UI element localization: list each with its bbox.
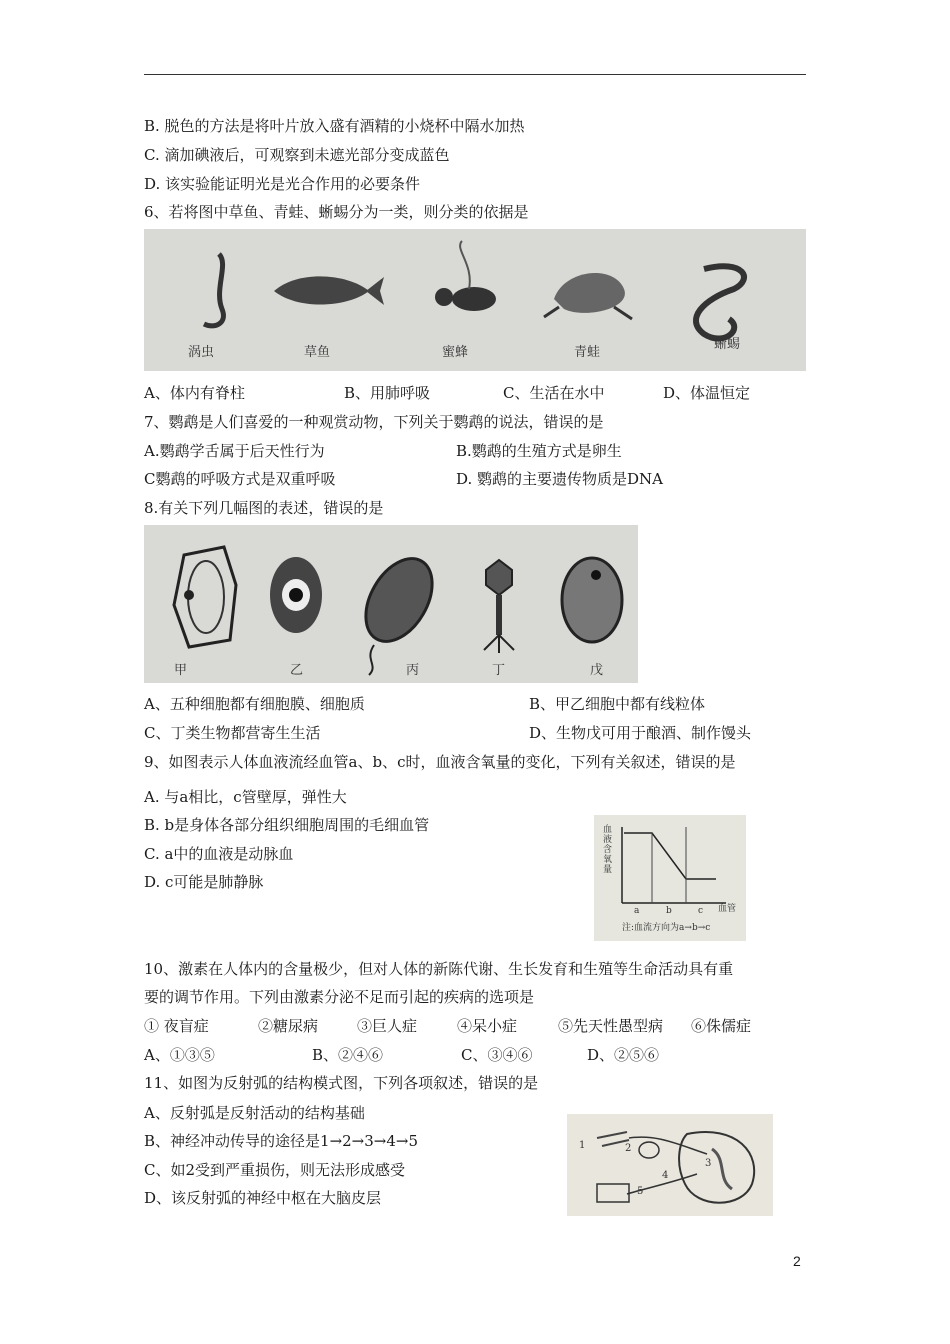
bacterium-icon bbox=[352, 547, 445, 653]
q9-option-a: A. 与a相比，c管壁厚，弹性大 bbox=[144, 788, 347, 806]
lizard-icon bbox=[696, 266, 744, 338]
q8-stem: 8.有关下列几幅图的表述，错误的是 bbox=[144, 499, 384, 517]
q11-option-b: B、神经冲动传导的途径是1→2→3→4→5 bbox=[144, 1132, 419, 1150]
reflex-label-4: 4 bbox=[662, 1170, 669, 1181]
animal-label-fish: 草鱼 bbox=[304, 345, 331, 360]
cells-illustration bbox=[144, 525, 638, 683]
q10-option-a: A、①③⑤ bbox=[144, 1046, 215, 1064]
chart-xlabel: 血管 bbox=[718, 904, 737, 914]
q6-option-b: B、用肺呼吸 bbox=[344, 384, 431, 402]
q11-stem: 11、如图为反射弧的结构模式图，下列各项叙述，错误的是 bbox=[144, 1074, 539, 1092]
q10-stem-1: 10、激素在人体内的含量极少，但对人体的新陈代谢、生长发育和生殖等生命活动具有重 bbox=[144, 960, 734, 978]
q9-option-b: B. b是身体各部分组织细胞周围的毛细血管 bbox=[144, 816, 430, 834]
reflex-label-2: 2 bbox=[625, 1143, 632, 1154]
q10-item-5: ⑤先天性愚型病 bbox=[558, 1017, 664, 1035]
yeast-icon bbox=[562, 558, 622, 642]
reflex-label-3: 3 bbox=[705, 1158, 712, 1169]
virus-icon bbox=[486, 560, 512, 595]
chart-tick-c: c bbox=[698, 906, 704, 916]
q10-item-1: ① 夜盲症 bbox=[144, 1017, 209, 1035]
oxygen-line bbox=[624, 833, 716, 879]
animal-label-frog: 青蛙 bbox=[574, 345, 601, 360]
header-rule bbox=[144, 74, 806, 75]
q5-option-c: C. 滴加碘液后，可观察到未遮光部分变成蓝色 bbox=[144, 146, 450, 164]
chart-tick-b: b bbox=[666, 906, 672, 916]
q11-option-d: D、该反射弧的神经中枢在大脑皮层 bbox=[144, 1189, 382, 1207]
cell-label-jia: 甲 bbox=[174, 663, 188, 678]
q8-option-d: D、生物戊可用于酿酒、制作馒头 bbox=[529, 724, 752, 742]
reflex-label-1: 1 bbox=[579, 1140, 586, 1151]
q6-option-a: A、体内有脊柱 bbox=[144, 384, 245, 402]
cell-label-bing: 丙 bbox=[406, 663, 420, 678]
q7-option-a: A.鹦鹉学舌属于后天性行为 bbox=[144, 442, 325, 460]
q10-option-c: C、③④⑥ bbox=[461, 1046, 533, 1064]
chart-note: 注:血流方向为a→b→c bbox=[622, 923, 711, 933]
cell-label-wu: 戊 bbox=[590, 663, 604, 678]
q5-option-d: D. 该实验能证明光是光合作用的必要条件 bbox=[144, 175, 421, 193]
q10-item-2: ②糖尿病 bbox=[258, 1017, 319, 1035]
q9-oxygen-chart bbox=[594, 815, 746, 941]
q11-reflex-arc-figure bbox=[567, 1114, 773, 1216]
q6-option-c: C、生活在水中 bbox=[503, 384, 605, 402]
q5-option-b: B. 脱色的方法是将叶片放入盛有酒精的小烧杯中隔水加热 bbox=[144, 117, 525, 135]
reflex-label-5: 5 bbox=[637, 1186, 644, 1197]
q7-option-c: C鹦鹉的呼吸方式是双重呼吸 bbox=[144, 470, 336, 488]
q6-animals-figure bbox=[144, 229, 806, 371]
q11-option-c: C、如2受到严重损伤，则无法形成感受 bbox=[144, 1161, 406, 1179]
q10-item-3: ③巨人症 bbox=[357, 1017, 418, 1035]
cell-label-yi: 乙 bbox=[290, 663, 304, 678]
q10-item-4: ④呆小症 bbox=[457, 1017, 518, 1035]
animals-illustration bbox=[144, 229, 806, 371]
q9-option-d: D. c可能是肺静脉 bbox=[144, 873, 264, 891]
fish-icon bbox=[274, 276, 369, 304]
q7-option-b: B.鹦鹉的生殖方式是卵生 bbox=[456, 442, 622, 460]
chart-ylabel: 血液含氧量 bbox=[603, 825, 613, 875]
spinal-cord-icon bbox=[679, 1132, 754, 1203]
animal-label-flatworm: 涡虫 bbox=[188, 345, 215, 360]
q8-option-a: A、五种细胞都有细胞膜、细胞质 bbox=[144, 695, 365, 713]
q8-option-b: B、甲乙细胞中都有线粒体 bbox=[529, 695, 706, 713]
q10-option-d: D、②⑤⑥ bbox=[587, 1046, 660, 1064]
bee-icon bbox=[452, 287, 496, 311]
effector-muscle-icon bbox=[597, 1184, 629, 1202]
page-number: 2 bbox=[793, 1253, 801, 1269]
q9-option-c: C. a中的血液是动脉血 bbox=[144, 845, 294, 863]
q7-stem: 7、鹦鹉是人们喜爱的一种观赏动物，下列关于鹦鹉的说法，错误的是 bbox=[144, 413, 604, 431]
q8-cells-figure bbox=[144, 525, 638, 683]
q8-option-c: C、丁类生物都营寄生生活 bbox=[144, 724, 321, 742]
q11-option-a: A、反射弧是反射活动的结构基础 bbox=[144, 1104, 365, 1122]
q10-option-b: B、②④⑥ bbox=[312, 1046, 384, 1064]
animal-label-bee: 蜜蜂 bbox=[442, 345, 469, 360]
flatworm-icon bbox=[204, 254, 223, 326]
q6-option-d: D、体温恒定 bbox=[663, 384, 751, 402]
ganglion-icon bbox=[639, 1142, 659, 1158]
q7-option-d: D. 鹦鹉的主要遗传物质是DNA bbox=[456, 470, 664, 488]
q10-stem-2: 要的调节作用。下列由激素分泌不足而引起的疾病的选项是 bbox=[144, 988, 535, 1006]
cell-label-ding: 丁 bbox=[492, 663, 506, 678]
q10-item-6: ⑥侏儒症 bbox=[691, 1017, 752, 1035]
chart-tick-a: a bbox=[634, 906, 640, 916]
q9-stem: 9、如图表示人体血液流经血管a、b、c时，血液含氧量的变化，下列有关叙述，错误的是 bbox=[144, 753, 736, 771]
animal-label-lizard: 蜥蜴 bbox=[714, 337, 741, 352]
q6-stem: 6、若将图中草鱼、青蛙、蜥蜴分为一类，则分类的依据是 bbox=[144, 203, 529, 221]
reflex-arc-svg bbox=[567, 1114, 773, 1216]
